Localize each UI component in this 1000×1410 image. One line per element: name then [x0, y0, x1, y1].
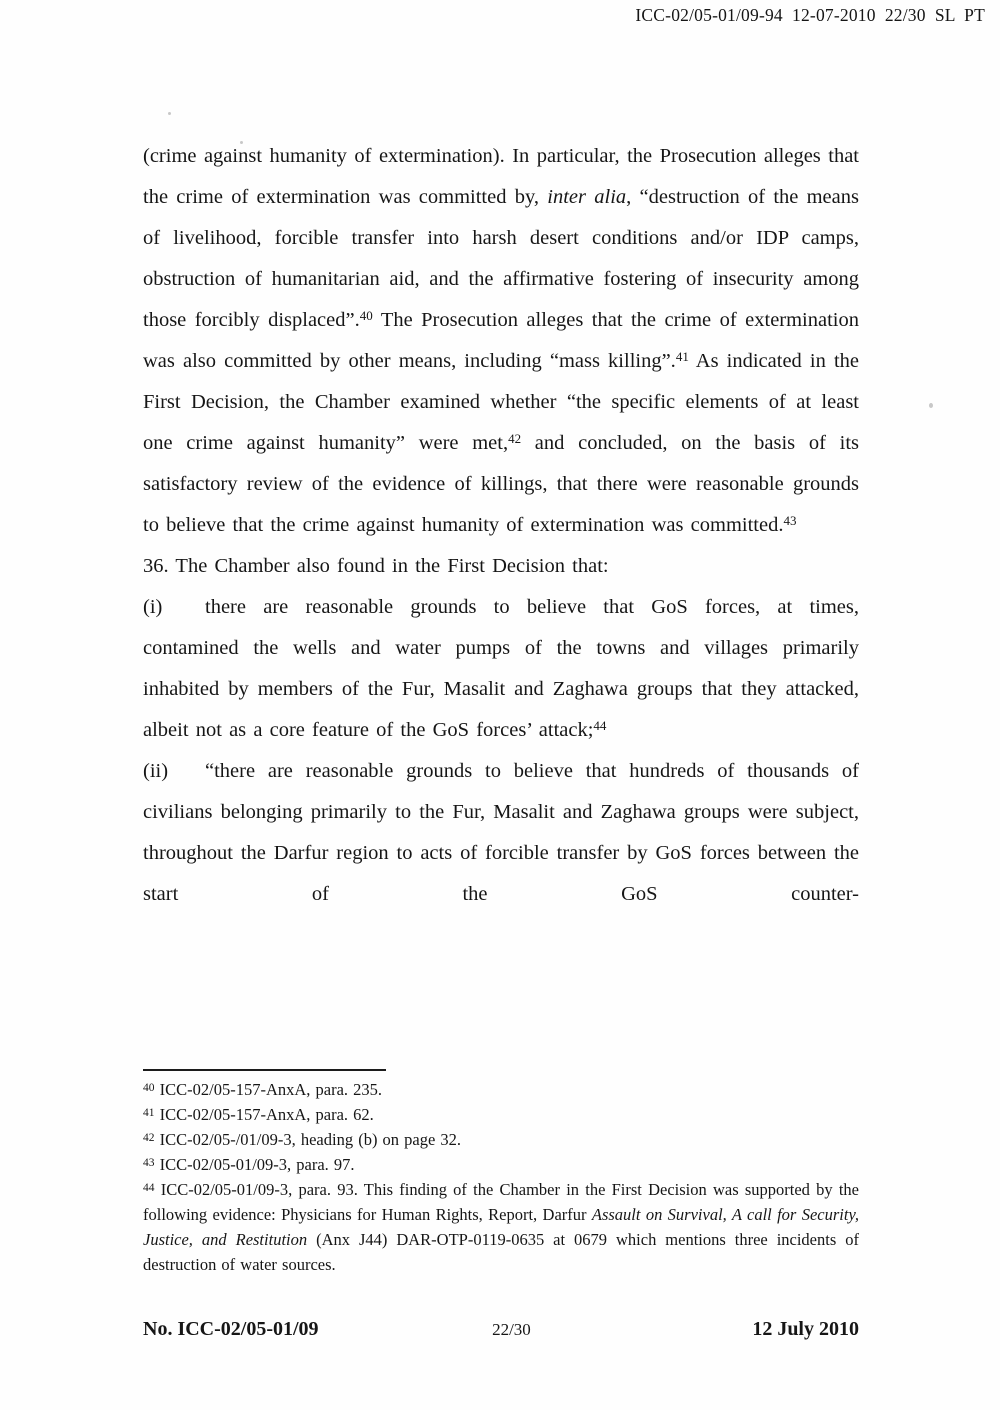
page-number: 22/30	[492, 1320, 531, 1339]
scan-artifact	[168, 112, 171, 115]
footnote-42: $^{42}$ ICC-02/05-/01/09-3, heading (b) on page 32.	[143, 1130, 462, 1149]
footnote-separator	[143, 1069, 386, 1071]
footnote-40: $^{40}$ ICC-02/05-157-AnxA, para. 235.	[143, 1080, 383, 1099]
filing-date: 12 July 2010	[752, 1318, 859, 1340]
footnote-41: $^{41}$ ICC-02/05-157-AnxA, para. 62.	[143, 1105, 374, 1124]
court-filing-stamp: ICC-02/05-01/09-94 12-07-2010 22/30 SL PT	[635, 5, 985, 25]
case-number: No. ICC-02/05-01/09	[143, 1318, 319, 1340]
list-item-ii: (ii) “there are reasonable grounds to believe that hundreds of thousands of civilians belonging primarily to the Fur, Masalit and Zaghawa groups were subject, throughout the Darfur region to acts of forcible transfer by GoS forces between the start of the GoS counter-	[143, 760, 859, 905]
scan-artifact	[929, 403, 933, 408]
paragraph-36-intro: 36. The Chamber also found in the First Decision that:	[143, 555, 609, 577]
document-body	[143, 136, 859, 915]
paragraph-continuation: (crime against humanity of extermination). In particular, the Prosecution alleges that the crime of extermination was committed by, inter alia, “destruction of the means of livelihood, forcible transfer into harsh desert conditions and/or IDP camps, obstruction of humanitarian aid, and the affirmative fostering of insecurity among those forcibly displaced”.$^{40}$ The Prosecution alleges that the crime of extermination was also committed by other means, including “mass killing”.$^{41}$ As indicated in the First Decision, the Chamber examined whether “the specific elements of at least one crime against humanity” were met,$^{42}$ and concluded, on the basis of its satisfactory review of the evidence of killings, that there were reasonable grounds to believe that the crime against humanity of extermination was committed.$^{43}$	[143, 145, 859, 536]
page-footer	[143, 1318, 859, 1341]
list-item-i: (i) there are reasonable grounds to believe that GoS forces, at times, contamined the wells and water pumps of the towns and villages primarily inhabited by members of the Fur, Masalit and Zaghawa groups that they attacked, albeit not as a core feature of the GoS forces’ attack;$^{44}$	[143, 596, 859, 741]
footnote-43: $^{43}$ ICC-02/05-01/09-3, para. 97.	[143, 1155, 355, 1174]
footnotes-section	[143, 1077, 859, 1277]
footnote-44: $^{44}$ ICC-02/05-01/09-3, para. 93. This finding of the Chamber in the First Decision was supported by the following evidence: Physicians for Human Rights, Report, Darfur Assault on Survival, A call for Security, Justice, and Restitution (Anx J44) DAR-OTP-0119-0635 at 0679 which mentions three incidents of destruction of water sources.	[143, 1180, 859, 1274]
